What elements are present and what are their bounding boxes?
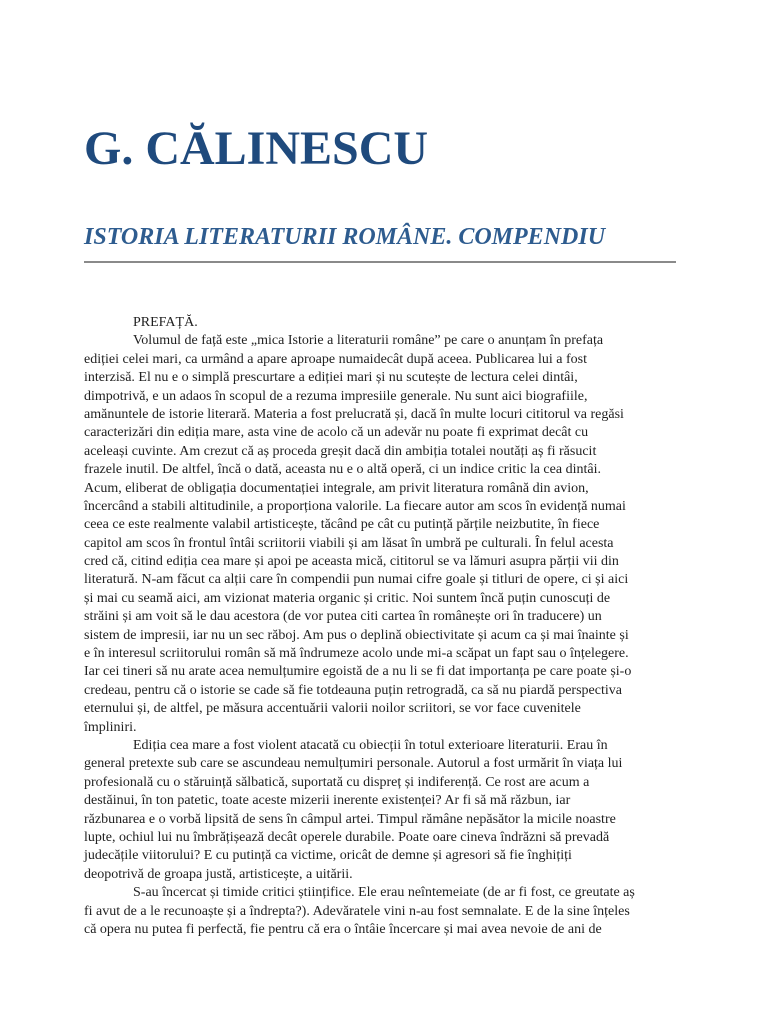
text-line: deopotrivă de groapa justă, artisticește, a uitării. <box>84 866 353 882</box>
preface-body <box>84 314 700 939</box>
text-line: ceea ce este realmente valabil artisticește, tăcând pe cât cu putință părțile neizbutite, în fiece <box>84 517 600 533</box>
text-line: literatură. N-am făcut ca alții care în compendii pun numai cifre goale și titluri de opere, ci și aici <box>84 572 629 588</box>
text-line: încercând a stabili altitudinile, a proporționa valorile. La fiecare autor am scos în evidență numai <box>84 498 626 514</box>
text-line: general pretexte sub care se ascundeau nemulțumiri personale. Autorul a fost urmărit în viața lui <box>84 756 623 772</box>
text-line: amănuntele de istorie literară. Materia a fost prelucrată și, dacă în multe locuri cititorul va regăsi <box>84 406 624 422</box>
text-line: cred că, citind ediția cea mare și apoi pe aceasta mică, cititorul se va lămuri asupra părții vii din <box>84 554 619 570</box>
text-line: destăinui, în ton patetic, toate aceste mizerii inerente existenței? Ar fi să mă răzbun, iar <box>84 793 571 809</box>
text-line: Iar cei tineri să nu arate acea nemulțumire egoistă de a nu li se fi dat importanța pe care poate și-o <box>84 664 632 680</box>
text-line: că opera nu putea fi perfectă, fie pentru că era o întâie încercare și mai avea nevoie de ani de <box>84 921 602 937</box>
text-line: S-au încercat și timide critici științifice. Ele erau neîntemeiate (de ar fi fost, ce greutate aș <box>133 885 635 901</box>
text-line: caracterizări din ediția mare, asta vine de acolo că un adevăr nu poate fi exprimat decât cu <box>84 425 589 441</box>
paragraph <box>84 332 700 737</box>
author-title: G. CĂLINESCU <box>84 122 429 175</box>
text-line: credeau, pentru că o istorie se cade să fie totdeauna puțin retrogradă, ca să nu piardă perspectiva <box>84 682 622 698</box>
text-line: capitol am scos în frontul întâi scriitorii viabili și am lăsat în umbră pe culturali. În felul acesta <box>84 535 614 551</box>
book-title: ISTORIA LITERATURII ROMÂNE. COMPENDIU <box>84 224 606 250</box>
text-line: răzbunarea e o vorbă lipsită de sens în câmpul artei. Timpul rămâne nepăsător la micile noastre <box>84 811 616 827</box>
body-paragraphs <box>84 332 700 939</box>
text-line: lupte, ochiul lui nu îmbrățișează decât operele durabile. Poate oare cineva îndrăzni să prevadă <box>84 829 610 845</box>
text-line: împliniri. <box>84 719 137 735</box>
section-heading: PREFAȚĂ. <box>133 315 198 330</box>
text-line: profesională cu o stăruință sălbatică, suportată cu dispreț și indiferență. Ce rost are acum a <box>84 774 590 790</box>
text-line: și mai cu seamă aici, am vizionat materia organic și critic. Noi suntem încă puțin cunoscuți de <box>84 590 611 606</box>
text-line: fi avut de a le recunoaște și a îndrepta?). Adevăratele vini n-au fost semnalate. E de la sine înțeles <box>84 903 630 919</box>
text-line: eternului și, de altfel, pe măsura accentuării valorii noilor scriitori, se vor face cuvenitele <box>84 701 581 717</box>
text-line: e în interesul scriitorului român să mă îndrumeze acolo unde mi-a scăpat un fapt sau o înțelegere. <box>84 646 629 662</box>
text-line: Volumul de față este „mica Istorie a literaturii române” pe care o anunțam în prefața <box>133 333 604 349</box>
text-line: străini și am voit să le dau acestora (de vor putea citi cartea în românește ori în traducere) un <box>84 609 602 625</box>
text-line: Acum, eliberat de obligația documentației integrale, am privit literatura română din avion, <box>84 480 589 496</box>
text-line: judecățile viitorului? E cu putință ca victime, oricât de demne și agresori să fie înghițiți <box>84 848 572 864</box>
title-rule <box>84 261 676 263</box>
text-line: sistem de impresii, iar nu un sec răboj. Am pus o deplină obiectivitate și acum ca și mai înainte și <box>84 627 629 643</box>
text-line: frazele inutil. De altfel, încă o dată, aceasta nu e o altă operă, ci un indice critic la cea dintâi. <box>84 462 601 478</box>
text-line: Ediția cea mare a fost violent atacată cu obiecții în totul exterioare literaturii. Erau în <box>133 737 608 753</box>
text-line: aceleași cuvinte. Am crezut că aș proceda greșit dacă din ambiția totalei noutăți aș fi răsucit <box>84 443 597 459</box>
text-line: ediției celei mari, ca urmând a apare aproape numaidecât după aceea. Publicarea lui a fost <box>84 351 587 367</box>
paragraph <box>84 737 700 884</box>
paragraph <box>84 884 700 939</box>
text-line: interzisă. El nu e o simplă prescurtare a ediției mari și nu scutește de lectura celei dintâi, <box>84 370 578 386</box>
text-line: dimpotrivă, e un adaos în scopul de a rezuma impresiile generale. Nu sunt aici biografiile, <box>84 388 588 404</box>
